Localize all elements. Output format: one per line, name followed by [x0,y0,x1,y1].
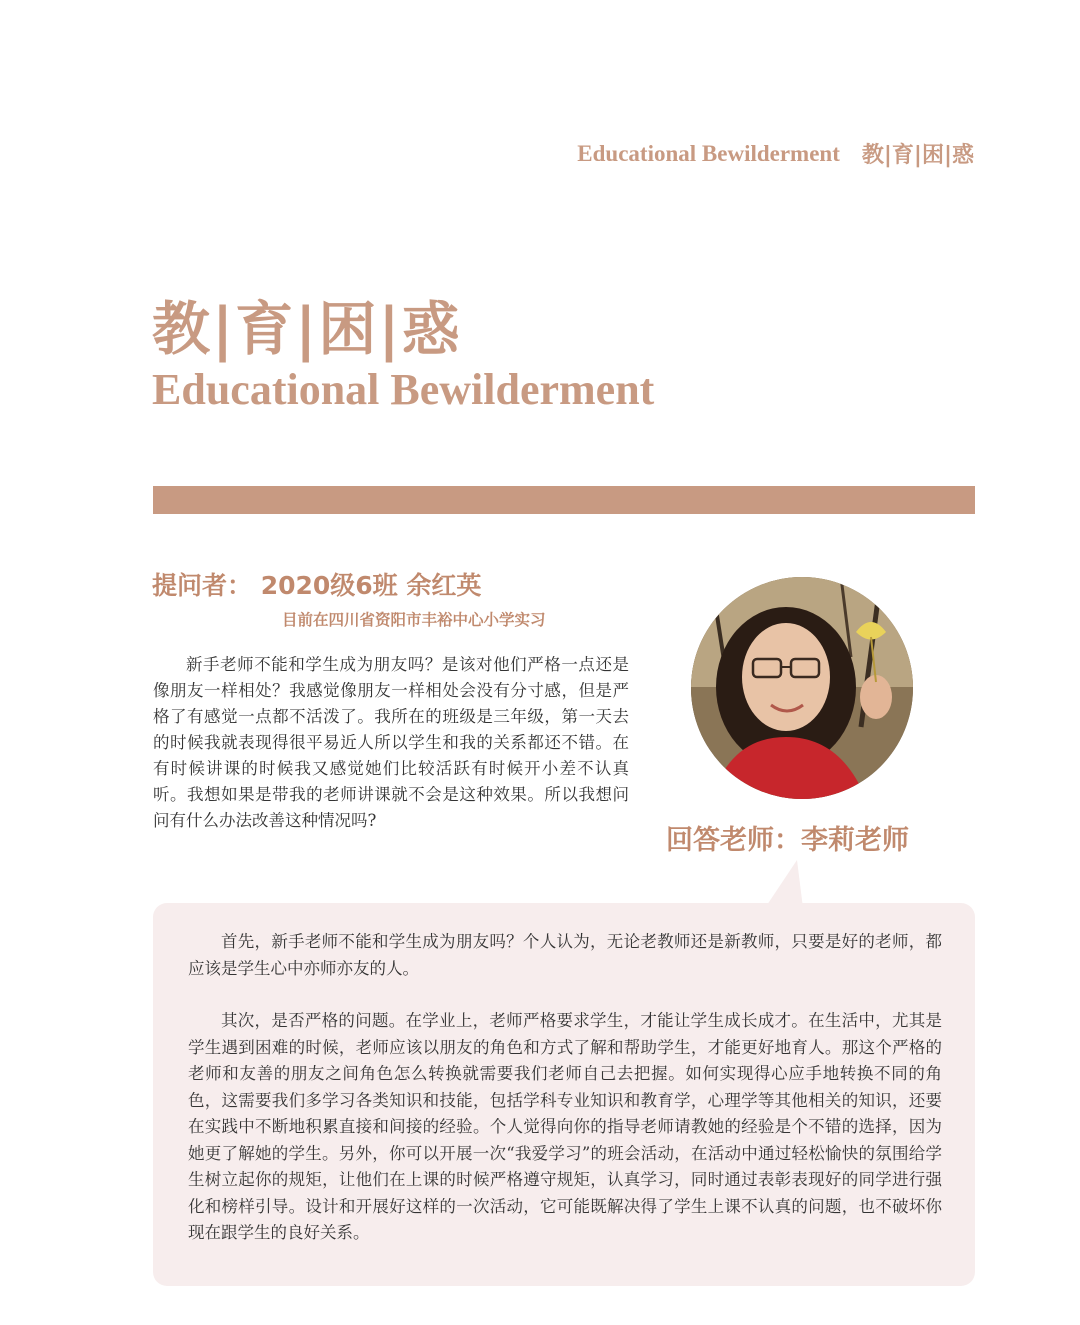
header-title-cn: 教|育|困|惑 [861,143,974,168]
header-title-en: Educational Bewilderment [577,140,840,166]
answer-body [188,929,942,1273]
asker-subtitle: 目前在四川省资阳市丰裕中心小学实习 [282,611,546,629]
teacher-photo [691,577,913,799]
question-text: 新手老师不能和学生成为朋友吗？是该对他们严格一点还是像朋友一样相处？我感觉像朋友一样相处会没有分寸感，但是严格了有感觉一点都不活泼了。我所在的班级是三年级，第一天去的时候我就表现得很平易近人所以学生和我的关系都还不错。在有时候讲课的时候我又感觉她们比较活跃有时候开小差不认真听。我想如果是带我的老师讲课就不会是这种效果。所以我想问问有什么办法改善这种情况吗? [153,655,629,830]
answer-paragraph-2: 其次，是否严格的问题。在学业上，老师严格要求学生，才能让学生成长成才。在生活中，尤其是学生遇到困难的时候，老师应该以朋友的角色和方式了解和帮助学生，才能更好地育人。那这个严格的老师和友善的朋友之间角色怎么转换就需要我们老师自己去把握。如何实现得心应手地转换不同的角色，这需要我们多学习各类知识和技能，包括学科专业知识和教育学，心理学等其他相关的知识，还要在实践中不断地积累直接和间接的经验。个人觉得向你的指导老师请教她的经验是个不错的选择，因为她更了解她的学生。另外，你可以开展一次“我爱学习”的班会活动，在活动中通过轻松愉快的氛围给学生树立起你的规矩，让他们在上课的时候严格遵守规矩，认真学习，同时通过表彰表现好的同学进行强化和榜样引导。设计和开展好这样的一次活动，它可能既解决得了学生上课不认真的问题，也不破坏你现在跟学生的良好关系。 [188,1011,942,1242]
speech-bubble-tail [755,858,815,908]
running-header [577,138,974,169]
portrait-illustration [691,577,913,799]
page-title-cn: 教|育|困|惑 [152,295,462,363]
answer-paragraph-1: 首先，新手老师不能和学生成为朋友吗？个人认为，无论老教师还是新教师，只要是好的老师，都应该是学生心中亦师亦友的人。 [188,932,942,978]
answerer-heading: 回答老师：李莉老师 [666,825,909,856]
page-title-en: Educational Bewilderment [152,365,655,414]
accent-band [153,486,975,514]
asker-heading: 提问者： 2020级6班 余红英 [152,571,482,600]
